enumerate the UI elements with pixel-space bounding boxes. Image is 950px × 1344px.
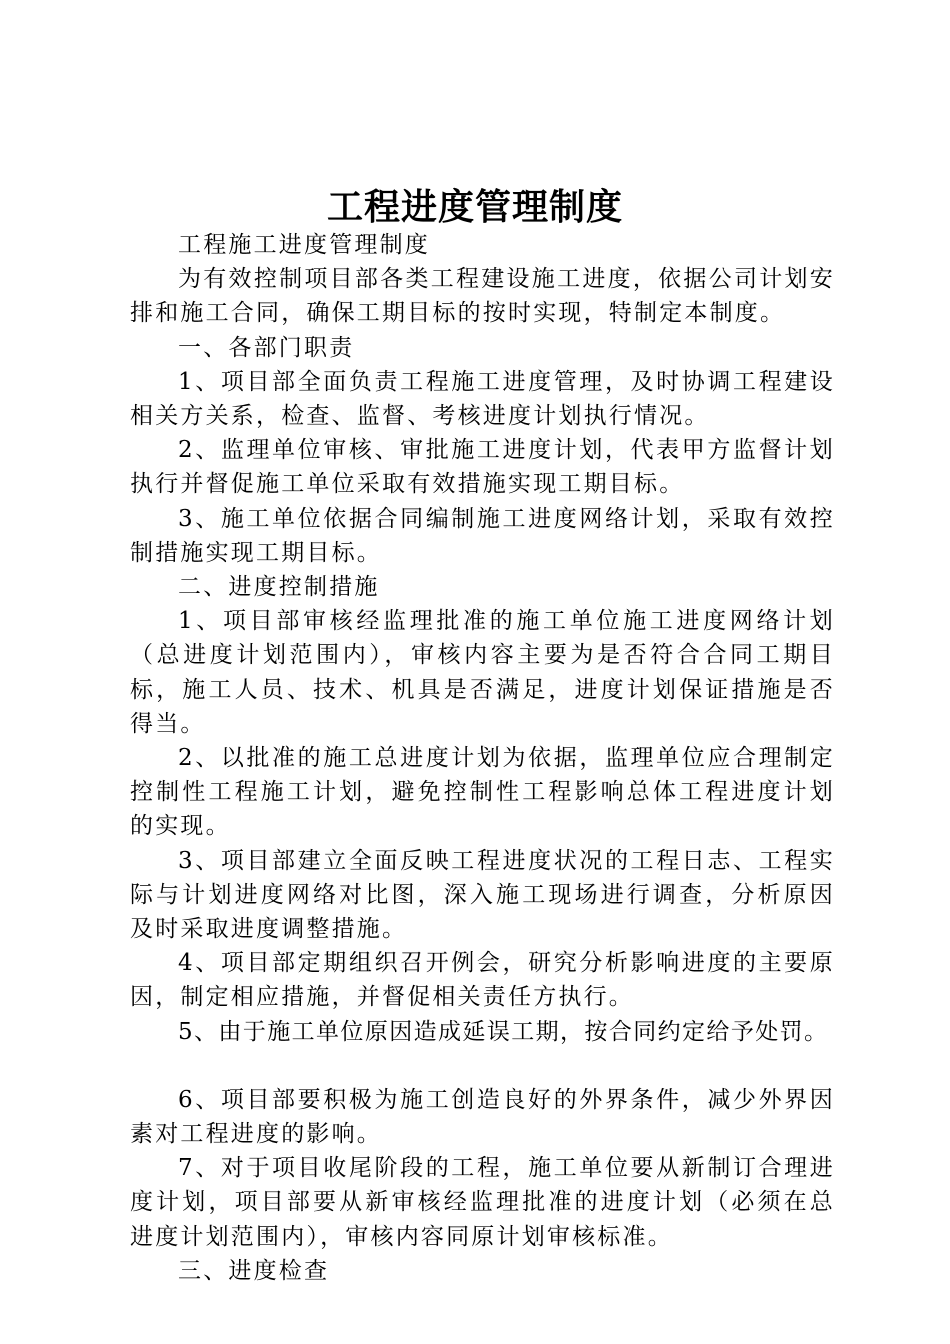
section-heading-control-measures: 二、进度控制措施 bbox=[178, 574, 380, 601]
section-heading-progress-check: 三、进度检查 bbox=[178, 1257, 330, 1284]
responsibility-item-3: 3、施工单位依据合同编制施工进度网络计划，采取有效控制措施实现工期目标。 bbox=[130, 505, 835, 566]
control-measure-item-3: 3、项目部建立全面反映工程进度状况的工程日志、工程实际与计划进度网络对比图，深入施工现场进行调查，分析原因及时采取进度调整措施。 bbox=[130, 847, 835, 943]
control-measure-item-6: 6、项目部要积极为施工创造良好的外界条件，减少外界因素对工程进度的影响。 bbox=[130, 1086, 835, 1148]
control-measure-item-2: 2、以批准的施工总进度计划为依据，监理单位应合理制定控制性工程施工计划，避免控制性工程影响总体工程进度计划的实现。 bbox=[130, 745, 835, 840]
document-body bbox=[130, 228, 835, 1288]
control-measure-item-7: 7、对于项目收尾阶段的工程，施工单位要从新制订合理进度计划，项目部要从新审核经监理批准的进度计划（必须在总进度计划范围内），审核内容同原计划审核标准。 bbox=[130, 1155, 835, 1250]
control-measure-item-5: 5、由于施工单位原因造成延误工期，按合同约定给予处罚。 bbox=[178, 1018, 829, 1045]
document-title: 工程进度管理制度 bbox=[326, 186, 623, 228]
section-heading-responsibilities: 一、各部门职责 bbox=[178, 334, 355, 361]
blank-line bbox=[130, 1049, 835, 1083]
intro-paragraph: 为有效控制项目部各类工程建设施工进度，依据公司计划安排和施工合同，确保工期目标的按时实现，特制定本制度。 bbox=[130, 266, 835, 327]
responsibility-item-2: 2、监理单位审核、审批施工进度计划，代表甲方监督计划执行并督促施工单位采取有效措施实现工期目标。 bbox=[130, 437, 835, 498]
control-measure-item-1: 1、项目部审核经监理批准的施工单位施工进度网络计划（总进度计划范围内），审核内容主要为是否符合合同工期目标，施工人员、技术、机具是否满足，进度计划保证措施是否得当。 bbox=[130, 608, 835, 737]
responsibility-item-1: 1、项目部全面负责工程施工进度管理，及时协调工程建设相关方关系，检查、监督、考核进度计划执行情况。 bbox=[130, 368, 835, 430]
subtitle-paragraph: 工程施工进度管理制度 bbox=[178, 232, 430, 258]
control-measure-item-4: 4、项目部定期组织召开例会，研究分析影响进度的主要原因，制定相应措施，并督促相关责任方执行。 bbox=[130, 950, 835, 1011]
